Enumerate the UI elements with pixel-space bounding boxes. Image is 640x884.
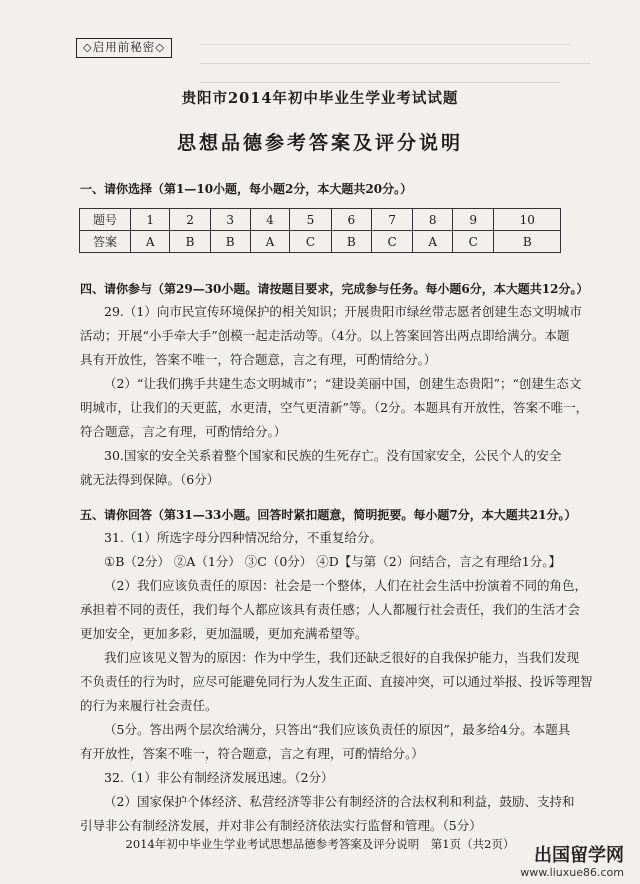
answer-line: 符合题意，言之有理，可酌情给分。）	[80, 424, 287, 439]
answer-cell: C	[290, 231, 332, 253]
question-number: 6	[331, 209, 371, 231]
answer-cell: B	[210, 231, 250, 253]
document-title: 思想品德参考答案及评分说明	[176, 132, 463, 154]
watermark-url: www.liuxue86.com	[520, 866, 624, 879]
section4-heading: 四、请你参与（第29—30小题。请按题目要求，完成参与任务。每小题6分，本大题共12分。）	[80, 282, 589, 296]
answer-cell: A	[131, 231, 170, 253]
row-label: 题号	[80, 209, 131, 231]
stamp-label: 启用前秘密	[92, 40, 156, 54]
answer-line: （5分。答出两个层次给满分，只答出“我们应该负责任的原因”，最多给4分。本题具	[104, 722, 571, 737]
watermark-name: 出国留学网	[534, 845, 624, 866]
site-watermark	[520, 846, 624, 879]
question-number: 7	[371, 209, 413, 231]
confidential-stamp	[76, 38, 172, 58]
answer-line: 更加安全，更加多彩，更加温暖，更加充满希望等。	[80, 626, 368, 641]
answer-cell: B	[170, 231, 210, 253]
answer-line: 具有开放性，答案不唯一，符合题意，言之有理，可酌情给分。）	[80, 352, 437, 367]
answer-cell: A	[413, 231, 452, 253]
answer-row	[80, 231, 561, 253]
bleed-through-texture	[200, 36, 600, 136]
diamond-icon: ◇	[82, 40, 93, 54]
answer-line: 有开放性，答案不唯一，符合题意，言之有理，可酌情给分。）	[80, 746, 424, 761]
answer-line: （2）国家保护个体经济、私营经济等非公有制经济的合法权利和利益，鼓励、支持和	[104, 794, 575, 809]
answer-line: （2）“让我们携手共建生态文明城市”；“建设美丽中国，创建生态贵阳”；“创建生态文	[104, 376, 582, 391]
question-number: 1	[131, 209, 170, 231]
answer-line: （2）我们应该负责任的原因：社会是一个整体，人们在社会生活中扮演着不同的角色，	[104, 578, 587, 593]
answer-line: 32.（1）非公有制经济发展迅速。（2分）	[104, 770, 334, 785]
answer-cell: B	[494, 231, 561, 253]
answer-cell: A	[250, 231, 289, 253]
page-footer: 2014年初中毕业生学业考试思想品德参考答案及评分说明 第1页（共2页）	[125, 837, 515, 851]
section1-heading: 一、请你选择（第1—10小题，每小题2分，本大题共20分。）	[80, 182, 413, 196]
answer-line: 活动；开展“小手牵大手”创模一起走活动等。（4分。以上答案回答出两点即给满分。本题	[80, 328, 570, 343]
answer-table	[79, 208, 561, 253]
answer-line: 29.（1）向市民宣传环境保护的相关知识；开展贵阳市绿丝带志愿者创建生态文明城市	[104, 304, 582, 319]
row-label: 答案	[80, 231, 131, 253]
question-number-row	[80, 209, 561, 231]
answer-line: 30.国家的安全关系着整个国家和民族的生死存亡。没有国家安全，公民个人的安全	[104, 448, 562, 463]
question-number: 10	[494, 209, 561, 231]
answer-line: 不负责任的行为时，应尽可能避免同行为人发生正面、直接冲突，可以通过举报、投诉等理智	[80, 674, 593, 689]
answer-cell: B	[331, 231, 371, 253]
answer-line: 引导非公有制经济发展，并对非公有制经济依法实行监督和管理。（5分）	[80, 818, 482, 833]
answer-cell: C	[452, 231, 494, 253]
exam-title: 贵阳市2014年初中毕业生学业考试试题	[181, 90, 459, 107]
answer-line: 我们应该见义智为的原因：作为中学生，我们还缺乏很好的自我保护能力，当我们发现	[104, 650, 580, 665]
diamond-icon: ◇	[155, 40, 166, 54]
question-number: 8	[413, 209, 452, 231]
answer-line: 就无法得到保障。（6分）	[80, 472, 220, 487]
question-number: 9	[452, 209, 494, 231]
answer-line: 承担着不同的责任，我们每个人都应该具有责任感；人人都履行社会责任，我们的生活才会	[80, 602, 581, 617]
answer-cell: C	[371, 231, 413, 253]
section5-heading: 五、请你回答（第31—33小题。回答时紧扣题意，简明扼要。每小题7分，本大题共21分。）	[80, 508, 577, 522]
answer-line: 31.（1）所选字母分四种情况给分，不重复给分。	[104, 530, 382, 545]
answer-line: ①B（2分） ②A（1分） ③C（0分） ④D【与第（2）问结合，言之有理给1分。】	[104, 554, 561, 569]
answer-line: 的行为来履行社会责任。	[80, 698, 218, 713]
question-number: 4	[250, 209, 289, 231]
question-number: 5	[290, 209, 332, 231]
question-number: 3	[210, 209, 250, 231]
question-number: 2	[170, 209, 210, 231]
answer-line: 明城市，让我们的天更蓝，水更清，空气更清新”等。（2分。本题具有开放性，答案不唯一，	[80, 400, 589, 415]
